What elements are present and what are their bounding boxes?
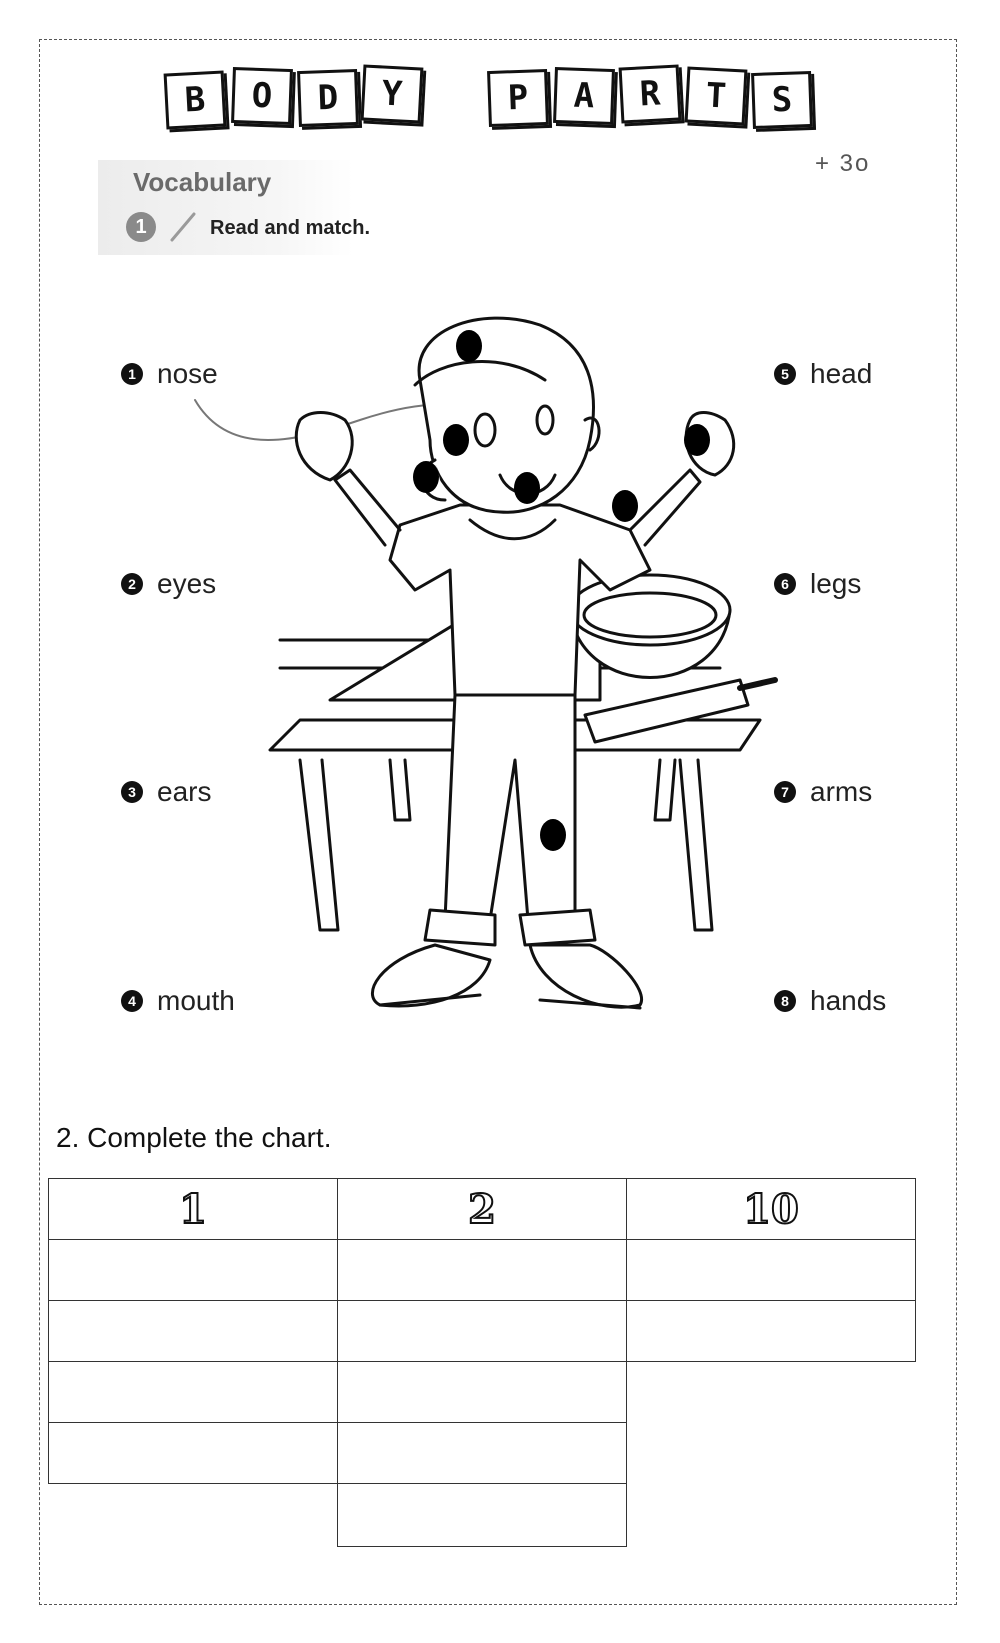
chart-header-10: 10 [626, 1178, 916, 1240]
title-letter: T [685, 66, 748, 125]
chart-cell[interactable] [337, 1422, 627, 1484]
number-badge: 7 [774, 781, 796, 803]
title-letter: D [297, 69, 359, 127]
title-letter: O [231, 67, 293, 125]
title-letter: A [553, 67, 615, 125]
number-badge: 2 [121, 573, 143, 595]
section-2-heading: 2. Complete the chart. [56, 1122, 332, 1153]
chart-cell[interactable] [626, 1239, 916, 1301]
chart-header-2: 2 [337, 1178, 627, 1240]
title-letter: R [619, 64, 682, 123]
chart-cell[interactable] [337, 1361, 627, 1423]
title-letter: P [487, 69, 549, 127]
word-label: legs [810, 568, 862, 599]
exercise-number-badge: 1 [126, 212, 156, 242]
chart-cell[interactable] [337, 1483, 627, 1547]
word-label: arms [810, 776, 873, 807]
number-badge: 5 [774, 363, 796, 385]
chart-cell[interactable] [337, 1300, 627, 1362]
vocabulary-heading: Vocabulary [133, 167, 272, 197]
number-badge: 4 [121, 990, 143, 1012]
title-letter: S [751, 71, 813, 129]
title-letter: Y [361, 64, 424, 123]
corner-fragment: + 3o [815, 150, 871, 177]
title-letter: B [164, 70, 227, 129]
number-badge: 6 [774, 573, 796, 595]
word-label: nose [157, 358, 218, 389]
chart-header-1: 1 [48, 1178, 338, 1240]
chart-cell[interactable] [48, 1239, 338, 1301]
word-label: eyes [157, 568, 217, 599]
number-badge: 3 [121, 781, 143, 803]
number-badge: 8 [774, 990, 796, 1012]
word-label: mouth [157, 985, 235, 1016]
chart-cell[interactable] [48, 1422, 338, 1484]
number-badge: 1 [121, 363, 143, 385]
word-label: hands [810, 985, 887, 1016]
exercise-instruction: Read and match. [210, 217, 371, 239]
chart-cell[interactable] [337, 1239, 627, 1301]
chart-cell[interactable] [626, 1300, 916, 1362]
word-label: head [810, 358, 873, 389]
word-label: ears [157, 776, 212, 807]
chart-cell[interactable] [48, 1361, 338, 1423]
chart-cell[interactable] [48, 1300, 338, 1362]
